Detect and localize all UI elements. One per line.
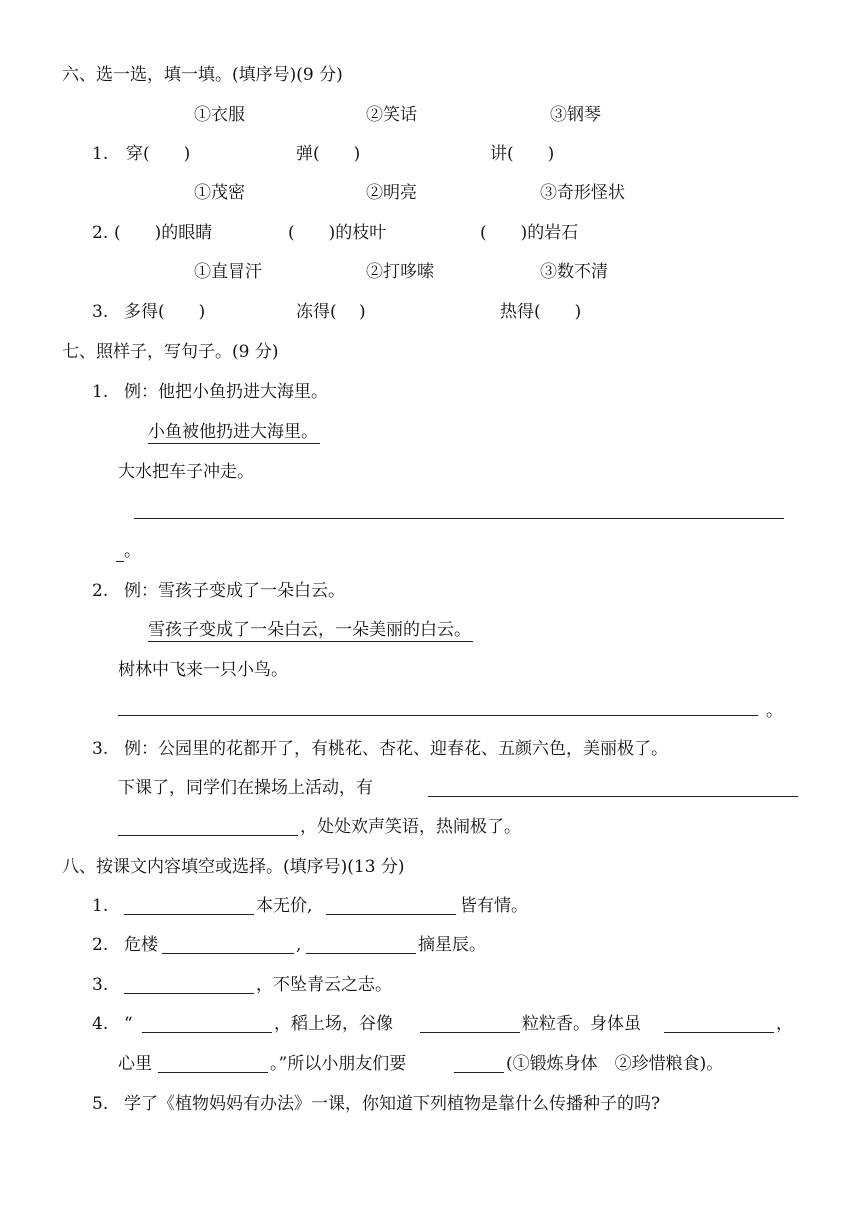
example-sentence: 例：他把小鱼扔进大海里。	[124, 382, 328, 402]
question-number: 1.	[92, 896, 109, 916]
section7-heading: 七、照样子，写句子。(9 分)	[62, 342, 279, 362]
question-number: 3.	[92, 975, 109, 995]
answer-line-end[interactable]	[116, 544, 124, 562]
question-number: 4.	[92, 1014, 109, 1034]
option: ①衣服	[194, 105, 245, 125]
answer-blank[interactable]	[326, 914, 456, 915]
question-text: 学了《植物妈妈有办法》一课，你知道下列植物是靠什么传播种子的吗?	[124, 1094, 661, 1114]
answer-line[interactable]	[428, 796, 798, 797]
option: ①直冒汗	[194, 262, 262, 282]
fill-text: 粒粒香。身体虽	[522, 1014, 641, 1034]
question-number: 5.	[92, 1094, 109, 1114]
fill-text: 心里	[118, 1054, 152, 1074]
model-answer	[148, 421, 320, 444]
fill-item: 讲( )	[490, 144, 555, 164]
model-answer-text: 雪孩子变成了一朵白云，一朵美丽的白云。	[148, 620, 471, 640]
section8-heading: 八、按课文内容填空或选择。(填序号)(13 分)	[62, 857, 405, 877]
question-number: 2.	[92, 935, 109, 955]
answer-line[interactable]	[118, 835, 298, 836]
period: 。	[124, 541, 141, 561]
fill-text: 摘星辰。	[418, 935, 486, 955]
fill-text: 皆有情。	[460, 896, 528, 916]
prompt-sentence-end: ，处处欢声笑语，热闹极了。	[300, 817, 521, 837]
model-answer	[148, 619, 473, 642]
answer-line[interactable]	[134, 518, 784, 519]
fill-item: 弹( )	[296, 144, 361, 164]
question-number: 1.	[92, 382, 109, 402]
fill-text: ,	[296, 935, 302, 955]
option: ②笑话	[366, 105, 417, 125]
fill-text: 本无价,	[256, 896, 313, 916]
answer-blank[interactable]	[158, 1072, 268, 1073]
option: ②明亮	[366, 183, 417, 203]
fill-item: ( )的眼睛	[114, 223, 213, 243]
answer-blank[interactable]	[420, 1032, 520, 1033]
question-number: 2.	[92, 581, 109, 601]
answer-blank[interactable]	[124, 993, 254, 994]
model-answer-text: 小鱼被他扔进大海里。	[148, 422, 318, 442]
option: ③数不清	[540, 262, 608, 282]
answer-line-tail	[116, 540, 141, 562]
answer-blank[interactable]	[664, 1032, 774, 1033]
fill-item: ( )的枝叶	[288, 223, 387, 243]
answer-blank[interactable]	[454, 1072, 504, 1073]
prompt-sentence: 树林中飞来一只小鸟。	[118, 660, 288, 680]
fill-text: ，	[776, 1014, 793, 1034]
question-number: 3.	[92, 302, 109, 322]
fill-item: 冻得( )	[296, 302, 366, 322]
fill-text: 。”所以小朋友们要	[270, 1054, 407, 1074]
option: ③钢琴	[550, 105, 601, 125]
option: ②打哆嗦	[366, 262, 434, 282]
fill-text: ，稻上场，谷像	[274, 1014, 393, 1034]
fill-text: “	[124, 1014, 133, 1034]
fill-item: ( )的岩石	[480, 223, 579, 243]
prompt-sentence: 下课了，同学们在操场上活动，有	[118, 778, 373, 798]
fill-item: 热得( )	[500, 302, 582, 322]
example-sentence: 例：公园里的花都开了，有桃花、杏花、迎春花、五颜六色，美丽极了。	[124, 739, 668, 759]
example-sentence: 例：雪孩子变成了一朵白云。	[124, 581, 345, 601]
question-number: 3.	[92, 739, 109, 759]
question-number: 1.	[92, 144, 109, 164]
fill-text: (①锻炼身体 ②珍惜粮食)。	[506, 1054, 724, 1074]
answer-blank[interactable]	[162, 953, 294, 954]
fill-text: 危楼	[124, 935, 158, 955]
answer-blank[interactable]	[142, 1032, 272, 1033]
fill-item: 多得( )	[124, 302, 206, 322]
answer-blank[interactable]	[306, 953, 416, 954]
section6-heading: 六、选一选，填一填。(填序号)(9 分)	[62, 65, 343, 85]
answer-line[interactable]	[118, 715, 758, 716]
option: ①茂密	[194, 183, 245, 203]
question-number: 2.	[92, 223, 109, 243]
fill-item: 穿( )	[126, 144, 191, 164]
prompt-sentence: 大水把车子冲走。	[118, 462, 254, 482]
option: ③奇形怪状	[540, 183, 625, 203]
period: 。	[766, 701, 783, 721]
fill-text: ，不坠青云之志。	[256, 975, 392, 995]
answer-blank[interactable]	[124, 914, 254, 915]
